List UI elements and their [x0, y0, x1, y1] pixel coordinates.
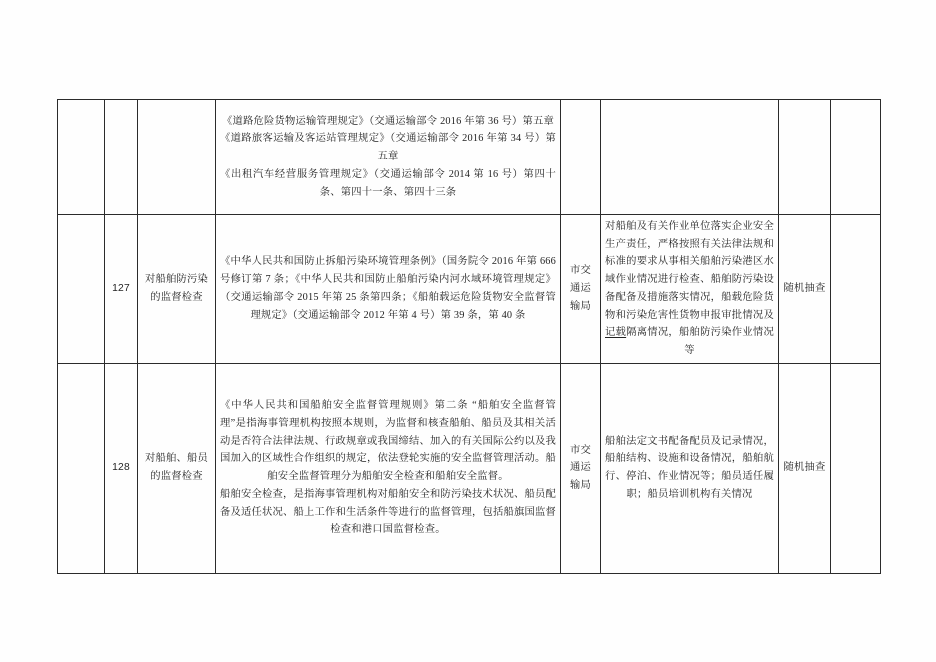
table-row [58, 215, 881, 364]
cell-content [601, 215, 779, 364]
cell-item-name [138, 100, 216, 215]
content-text-suffix: 隔离情况，船舶防污染作业情况等 [626, 327, 774, 356]
legal-basis-line: 《出租汽车经营服务管理规定》（交通运输部令 2014 第 16 号）第四十条、第四十一条、第四十三条 [220, 168, 556, 198]
cell-organ: 市交通运输局 [561, 215, 601, 364]
inspection-list-table [57, 99, 881, 574]
legal-basis-line: 船舶安全检查，是指海事管理机构对船舶安全和防污染技术状况、船员配备及适任状况、船上工作和生活条件等进行的监督管理，包括船旗国监督检查和港口国监督检查。 [220, 488, 556, 536]
cell-blank-right [831, 363, 881, 573]
cell-number: 127 [105, 215, 138, 364]
cell-method: 随机抽查 [779, 215, 831, 364]
cell-blank-right [831, 215, 881, 364]
legal-basis-line: 《道路旅客运输及客运站管理规定》（交通运输部令 2016 年第 34 号）第五章 [220, 133, 556, 163]
cell-legal-basis [216, 363, 561, 573]
cell-method [779, 100, 831, 215]
table-row [58, 100, 881, 215]
cell-content [601, 100, 779, 215]
cell-number [105, 100, 138, 215]
cell-legal-basis [216, 100, 561, 215]
legal-basis-line: 《中华人民共和国船舶安全监督管理规则》第二条 “船舶安全监督管理”是指海事管理机构按照本规则，为监督和核查船舶、船员及其相关活动是否符合法律法规、行政规章或我国缔结、加入的有关国际公约以及我国加入的区域性合作组织的规定，依法登轮实施的安全监督管理活动。船舶安全监督管理分为船舶安全检查和船舶安全监督。 [220, 400, 556, 483]
cell-blank-right [831, 100, 881, 215]
cell-method: 随机抽查 [779, 363, 831, 573]
table-row [58, 363, 881, 573]
cell-item-name: 对船舶防污染的监督检查 [138, 215, 216, 364]
content-text-prefix: 对船舶及有关作业单位落实企业安全生产责任，严格按照有关法律法规和标准的要求从事相关船舶污染港区水域作业情况进行检查、船舶防污染设备配备及措施落实情况，船载危险货物和污染危害性货物申报审批情况及 [605, 221, 774, 321]
legal-basis-line: 《道路危险货物运输管理规定》（交通运输部令 2016 年第 36 号）第五章 [222, 115, 554, 127]
cell-blank-left [58, 215, 105, 364]
cell-number: 128 [105, 363, 138, 573]
content-text-underlined: 记载 [605, 327, 627, 339]
cell-blank-left [58, 100, 105, 215]
cell-item-name: 对船舶、船员的监督检查 [138, 363, 216, 573]
table-container [57, 99, 880, 574]
legal-basis-line: 《中华人民共和国防止拆船污染环境管理条例》（国务院令 2016 年第 666 号修订第 7 条；《中华人民共和国防止船舶污染内河水域环境管理规定》（交通运输部令 2015 年第 25 条第四条；《船舶载运危险货物安全监督管理规定》（交通运输部令 2012 年第 4 号）第 39 条，第 40 条 [220, 256, 556, 321]
cell-organ: 市交通运输局 [561, 363, 601, 573]
cell-legal-basis [216, 215, 561, 364]
cell-blank-left [58, 363, 105, 573]
cell-content: 船舶法定文书配备配员及记录情况，船舶结构、设施和设备情况，船舶航行、停泊、作业情况等；船员适任履职；船员培训机构有关情况 [601, 363, 779, 573]
cell-organ [561, 100, 601, 215]
